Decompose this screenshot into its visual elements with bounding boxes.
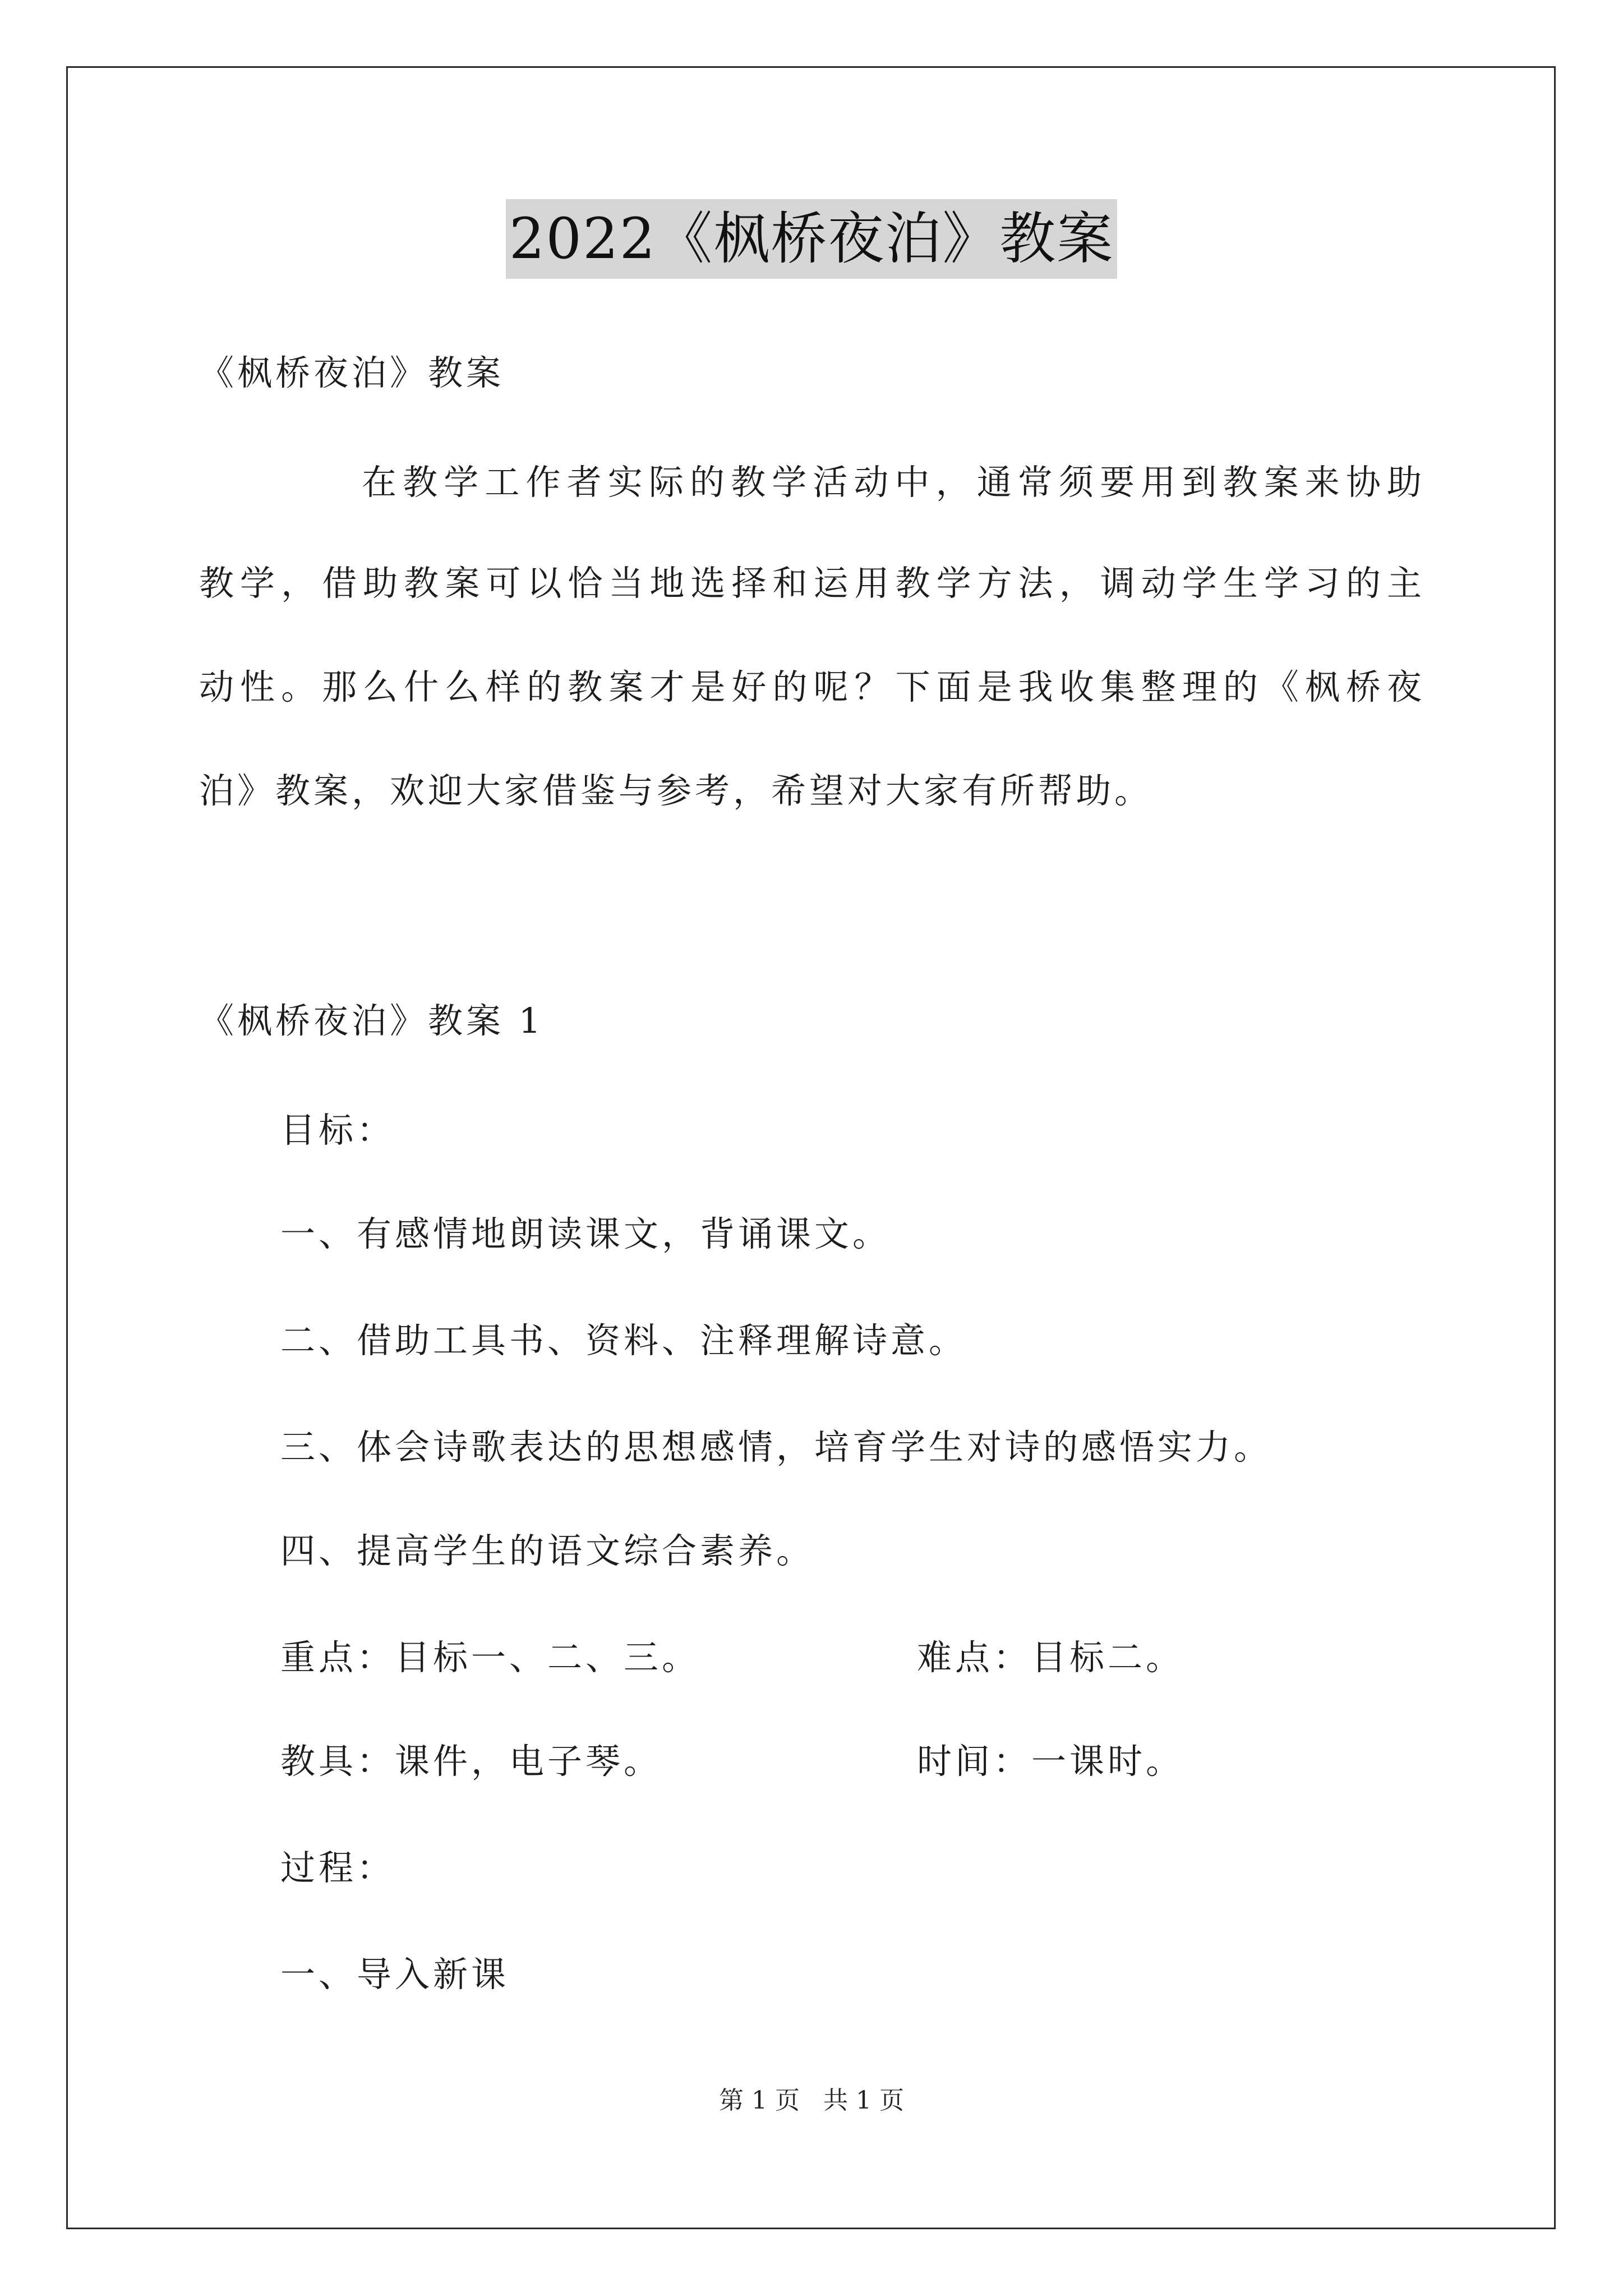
intro-line-1: 在教学工作者实际的教学活动中，通常须要用到教案来协助 xyxy=(362,462,1422,503)
goal-item-2: 二、借助工具书、资料、注释理解诗意。 xyxy=(280,1320,967,1361)
time-text: 时间：一课时。 xyxy=(917,1741,1184,1782)
document-title: 2022《枫桥夜泊》教案 xyxy=(506,199,1118,279)
page-number: 第 1 页 xyxy=(719,2086,800,2115)
goal-item-3: 三、体会诗歌表达的思想感情，培育学生对诗的感悟实力。 xyxy=(280,1427,1272,1467)
page-footer xyxy=(0,2084,1623,2118)
tools-text: 教具：课件，电子琴。 xyxy=(280,1741,662,1782)
page-total: 共 1 页 xyxy=(823,2086,904,2115)
section-title: 《枫桥夜泊》教案 1 xyxy=(199,1000,545,1041)
goal-item-4: 四、提高学生的语文综合素养。 xyxy=(280,1530,815,1571)
goals-label: 目标： xyxy=(280,1110,395,1151)
focus-text: 重点：目标一、二、三。 xyxy=(280,1637,700,1678)
intro-line-2: 教学，借助教案可以恰当地选择和运用教学方法，调动学生学习的主 xyxy=(199,563,1422,604)
document-subtitle: 《枫桥夜泊》教案 xyxy=(199,352,505,393)
process-step-1: 一、导入新课 xyxy=(280,1954,510,1995)
difficulty-text: 难点：目标二。 xyxy=(917,1637,1184,1678)
intro-line-3: 动性。那么什么样的教案才是好的呢？下面是我收集整理的《枫桥夜 xyxy=(199,666,1422,707)
title-container xyxy=(0,199,1623,279)
goal-item-1: 一、有感情地朗读课文，背诵课文。 xyxy=(280,1213,891,1254)
process-label: 过程： xyxy=(280,1847,395,1888)
intro-line-4: 泊》教案，欢迎大家借鉴与参考，希望对大家有所帮助。 xyxy=(199,770,1153,811)
